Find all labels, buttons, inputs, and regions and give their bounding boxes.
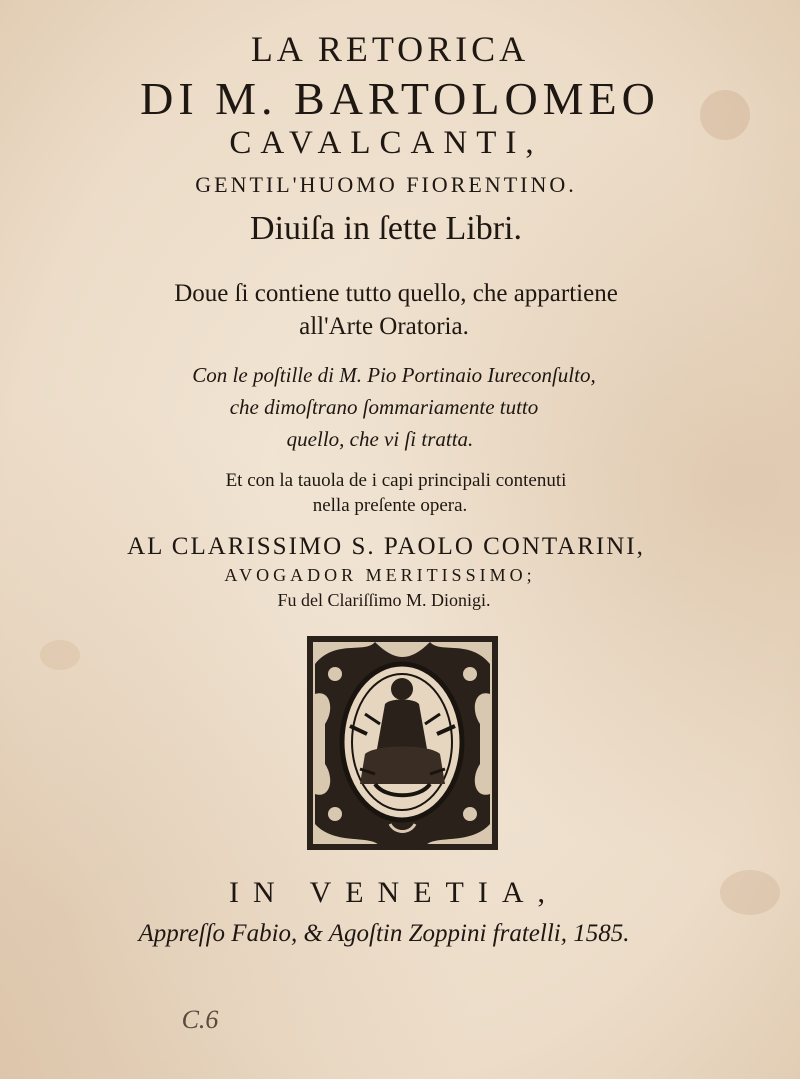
imprint-place: IN VENETIA, xyxy=(228,876,560,909)
tauola-line-2: nella preſente opera. xyxy=(312,495,468,516)
title-divided-line: Diuiſa in ſette Libri. xyxy=(250,210,522,247)
title-author-line: DI M. BARTOLOMEO xyxy=(140,73,660,124)
foxing-stain xyxy=(40,640,80,670)
printers-device-woodcut-icon xyxy=(305,634,500,852)
postille-line-3: quello, che vi ſi tratta. xyxy=(286,427,474,451)
title-gentleman-line: GENTIL'HUOMO FIORENTINO. xyxy=(195,172,577,197)
title-surname-line: CAVALCANTI, xyxy=(229,125,543,161)
imprint-printer: Appreſſo Fabio, & Agoſtin Zoppini fratelli, 1585. xyxy=(138,920,630,947)
subtitle-line-2: all'Arte Oratoria. xyxy=(299,313,469,340)
handwritten-note: C.6 xyxy=(181,1005,219,1034)
subtitle-line-1: Doue ſi contiene tutto quello, che appartiene xyxy=(174,280,618,307)
dedication-line-1: AL CLARISSIMO S. PAOLO CONTARINI, xyxy=(127,533,645,560)
dedication-line-2: AVOGADOR MERITISSIMO; xyxy=(224,565,536,585)
postille-line-1: Con le poſtille di M. Pio Portinaio Iureconſulto, xyxy=(192,363,596,387)
title-line-1: LA RETORICA xyxy=(250,29,530,69)
postille-line-2: che dimoſtrano ſommariamente tutto xyxy=(229,395,539,419)
dedication-line-3: Fu del Clariſſimo M. Dionigi. xyxy=(277,590,491,610)
tauola-line-1: Et con la tauola de i capi principali contenuti xyxy=(225,470,567,491)
